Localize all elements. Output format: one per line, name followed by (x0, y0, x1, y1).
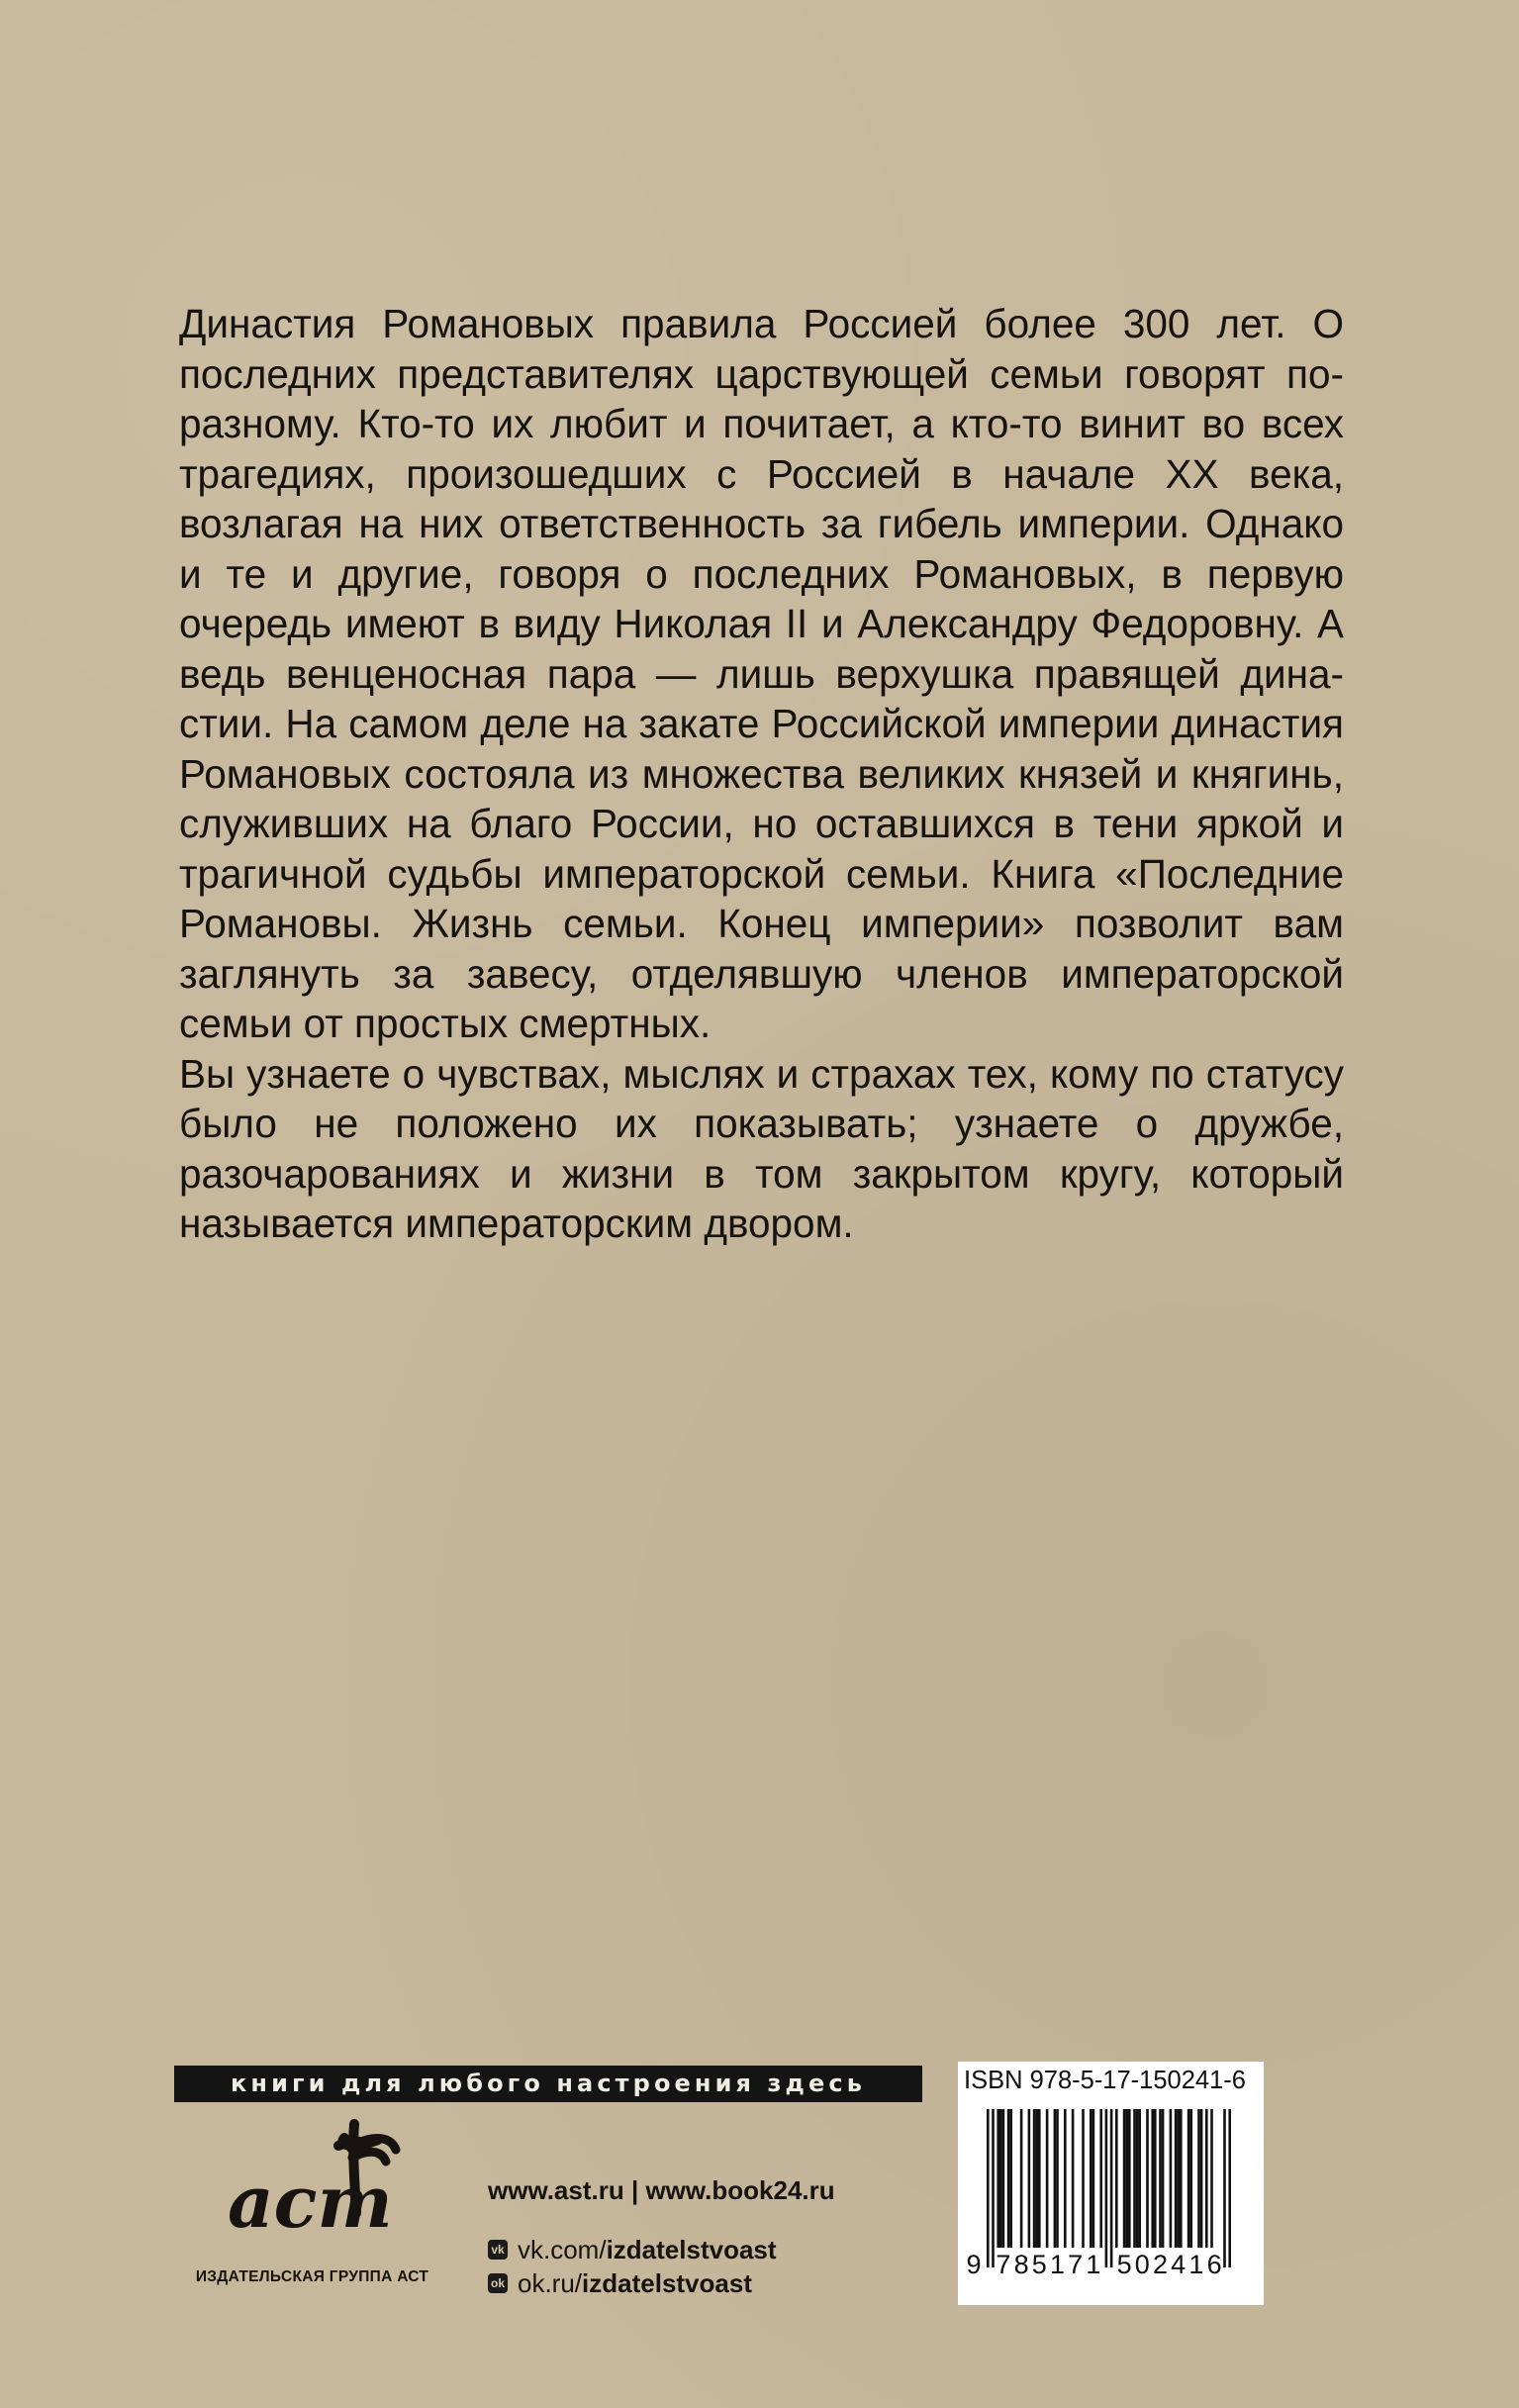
barcode-bar (1090, 2109, 1092, 2248)
barcode-bar (1020, 2109, 1023, 2248)
barcode-bar (1189, 2109, 1192, 2248)
barcode-digit: 1 (1086, 2250, 1101, 2279)
publisher-links (488, 2175, 835, 2300)
barcode-bar (1092, 2109, 1095, 2248)
barcode-bar (1115, 2109, 1118, 2248)
barcode-bar (1110, 2109, 1113, 2267)
barcode-bar (1035, 2109, 1038, 2248)
barcode-digit: 1 (1188, 2250, 1204, 2279)
barcode-bar (1038, 2109, 1041, 2248)
barcode-digit: 2 (1152, 2250, 1169, 2279)
barcode-digit: 5 (1116, 2250, 1132, 2279)
isbn-label: ISBN 978-5-17-150241-6 (964, 2067, 1246, 2094)
barcode-bar (1125, 2109, 1128, 2248)
website-links[interactable]: www.ast.ru | www.book24.ru (488, 2175, 835, 2205)
barcode-digit: 9 (966, 2250, 982, 2279)
barcode-bar (1099, 2109, 1102, 2248)
barcode-bar (1151, 2109, 1154, 2248)
barcode-bar (992, 2109, 995, 2267)
barcode-digit: 8 (1013, 2250, 1029, 2279)
barcode-bar (1154, 2109, 1157, 2248)
barcode-digit: 7 (996, 2250, 1011, 2279)
barcode-bar (1128, 2109, 1131, 2248)
barcode-digit: 0 (1134, 2250, 1150, 2279)
barcode-digit: 7 (1068, 2250, 1084, 2279)
barcode-bar (987, 2109, 990, 2267)
vk-link[interactable]: vk vk.com/ izdatelstvoast (488, 2233, 835, 2266)
barcode-bar (1180, 2109, 1183, 2248)
barcode-bar (1228, 2109, 1231, 2267)
barcode-bar (1123, 2109, 1126, 2248)
ast-logo (220, 2118, 418, 2237)
barcode-bar (1200, 2109, 1203, 2248)
barcode-bar (1133, 2109, 1136, 2248)
barcode-bar (1177, 2109, 1180, 2248)
barcode-bar (1146, 2109, 1149, 2248)
tagline-banner: книги для любого настроения здесь (174, 2066, 922, 2102)
barcode-bar (1028, 2109, 1031, 2248)
blurb-paragraph-1: Династия Романовых правила Россией более 300 лет. О последних представителях царствующей семьи говорят по-разному. Кто-то их любит и почитает, а кто-то винит во всех трагедиях, произошедших с Россией в начале XX века, возлагая на них ответственность за гибель империи. Однако и те и другие, говоря о последних Романовых, в первую очередь имеют в виду Николая II и Александру Федоровну. А ведь венценосная пара — лишь верхушка правящей династии. На самом деле на закате Российской империи династия Романовых состояла из множества великих князей и княгинь, служивших на благо России, но оставшихся в тени яркой и трагичной судьбы императорской семьи. Книга «Последние Романовы. Жизнь семьи. Конец империи» позволит вам заглянуть за завесу, отделявшую членов императорской семьи от простых смертных. (179, 301, 1344, 1046)
barcode-bar (1002, 2109, 1005, 2248)
barcode-bar (1187, 2109, 1190, 2248)
vk-icon: vk (488, 2240, 508, 2260)
barcode-digit: 6 (1206, 2250, 1222, 2279)
barcode-bar (1009, 2109, 1012, 2248)
barcode-bar (1223, 2109, 1226, 2267)
barcode-bar (1205, 2109, 1208, 2248)
barcode-digit: 1 (1049, 2250, 1066, 2279)
barcode-digit: 5 (1031, 2250, 1047, 2279)
barcode-bar (1033, 2109, 1036, 2248)
barcode-bar (1054, 2109, 1057, 2248)
barcode-bar (1064, 2109, 1067, 2248)
barcode-digit: 4 (1171, 2250, 1187, 2279)
barcode-bar (1072, 2109, 1075, 2248)
odnoklassniki-icon: ok (488, 2273, 508, 2293)
barcode-bar (1046, 2109, 1049, 2248)
barcode-bar (1210, 2109, 1213, 2248)
isbn-barcode-box (958, 2062, 1264, 2305)
barcode-bar (1136, 2109, 1139, 2248)
barcode-bar (1007, 2109, 1010, 2248)
barcode-bar (1197, 2109, 1200, 2248)
ok-link[interactable]: ok ok.ru/ izdatelstvoast (488, 2266, 835, 2300)
publisher-name: ИЗДАТЕЛЬСКАЯ ГРУППА АСТ (195, 2268, 429, 2285)
barcode-bar (999, 2109, 1002, 2248)
barcode-bar (1105, 2109, 1108, 2267)
isbn-barcode (965, 2101, 1257, 2299)
barcode-bar (1159, 2109, 1162, 2248)
barcode-bar (1056, 2109, 1059, 2248)
barcode-bar (1162, 2109, 1165, 2248)
barcode-bar (1082, 2109, 1085, 2248)
barcode-bar (1170, 2109, 1173, 2248)
back-cover-blurb (179, 299, 1344, 1249)
ast-logo-text: аст (228, 2160, 393, 2237)
barcode-bar (1138, 2109, 1141, 2248)
barcode-bar (1175, 2109, 1178, 2248)
barcode-bar (997, 2109, 999, 2248)
blurb-paragraph-2: Вы узнаете о чувствах, мыслях и страхах тех, кому по статусу было не положено их показывать; узнаете о дружбе, разочарованиях и жизни в том закрытом кругу, который называется императорским двором. (179, 1050, 1344, 1246)
